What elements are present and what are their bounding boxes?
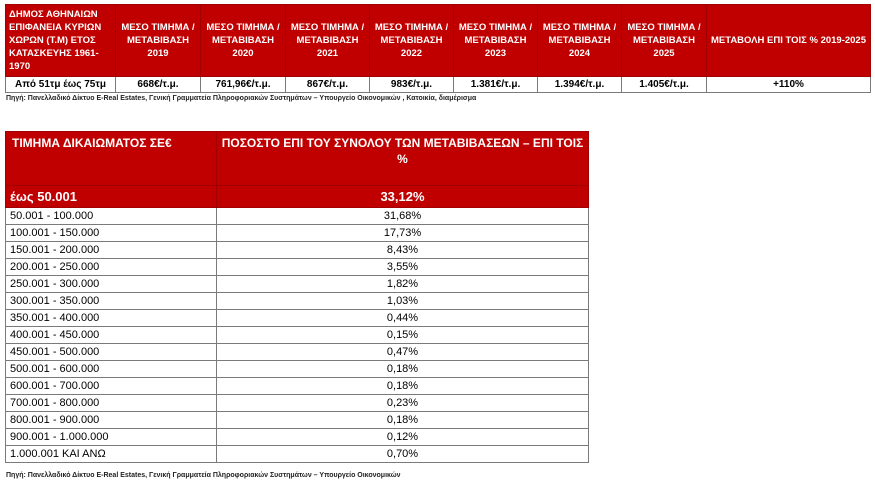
price-range-cell: 200.001 - 250.000	[6, 259, 217, 276]
cell-area: Από 51τμ έως 75τμ	[6, 77, 116, 93]
table-row	[6, 378, 589, 395]
table-row	[6, 412, 589, 429]
price-range-cell: έως 50.001	[6, 186, 217, 208]
price-range-cell: 1.000.001 ΚΑΙ ΑΝΩ	[6, 446, 217, 463]
price-range-cell: 300.001 - 350.000	[6, 293, 217, 310]
cell-2020: 761,96€/τ.μ.	[201, 77, 286, 93]
column-header-2019: ΜΕΣΟ ΤΙΜΗΜΑ / ΜΕΤΑΒΙΒΑΣΗ 2019	[116, 5, 201, 77]
cell-change: +110%	[707, 77, 871, 93]
table-row	[6, 310, 589, 327]
price-range-cell: 350.001 - 400.000	[6, 310, 217, 327]
table-row	[6, 344, 589, 361]
table-row	[6, 293, 589, 310]
price-range-cell: 450.001 - 500.000	[6, 344, 217, 361]
percentage-cell: 0,15%	[217, 327, 589, 344]
table-row	[6, 429, 589, 446]
column-header-2025: ΜΕΣΟ ΤΙΜΗΜΑ / ΜΕΤΑΒΙΒΑΣΗ 2025	[622, 5, 707, 77]
percentage-cell: 0,23%	[217, 395, 589, 412]
source-note-bottom: Πηγή: Πανελλαδικό Δίκτυο E-Real Estates, Γενική Γραμματεία Πληροφοριακών Συστημάτων – Υπουργείο Οικονομικών	[6, 472, 401, 479]
table-header-row	[6, 132, 589, 186]
price-range-cell: 150.001 - 200.000	[6, 242, 217, 259]
column-header-change: ΜΕΤΑΒΟΛΗ ΕΠΙ ΤΟΙΣ % 2019-2025	[707, 5, 871, 77]
table-row	[6, 208, 589, 225]
table-header-row	[6, 5, 871, 77]
column-header-2020: ΜΕΣΟ ΤΙΜΗΜΑ / ΜΕΤΑΒΙΒΑΣΗ 2020	[201, 5, 286, 77]
price-range-cell: 900.001 - 1.000.000	[6, 429, 217, 446]
column-header-2022: ΜΕΣΟ ΤΙΜΗΜΑ / ΜΕΤΑΒΙΒΑΣΗ 2022	[370, 5, 454, 77]
cell-2025: 1.405€/τ.μ.	[622, 77, 707, 93]
percentage-cell: 8,43%	[217, 242, 589, 259]
table-row	[6, 327, 589, 344]
column-header-2024: ΜΕΣΟ ΤΙΜΗΜΑ / ΜΕΤΑΒΙΒΑΣΗ 2024	[538, 5, 622, 77]
column-header-percentage: ΠΟΣΟΣΤΟ ΕΠΙ ΤΟΥ ΣΥΝΟΛΟΥ ΤΩΝ ΜΕΤΑΒΙΒΑΣΕΩΝ – ΕΠΙ ΤΟΙΣ %	[217, 132, 589, 186]
percentage-cell: 1,82%	[217, 276, 589, 293]
price-range-cell: 250.001 - 300.000	[6, 276, 217, 293]
source-note-top: Πηγή: Πανελλαδικό Δίκτυο E-Real Estates, Γενική Γραμματεία Πληροφοριακών Συστημάτων – Υπουργείο Οικονομικών , Κατοικία, διαμέρισμα	[6, 95, 477, 102]
price-range-cell: 600.001 - 700.000	[6, 378, 217, 395]
table-row	[6, 361, 589, 378]
price-range-cell: 500.001 - 600.000	[6, 361, 217, 378]
percentage-cell: 17,73%	[217, 225, 589, 242]
price-range-cell: 800.001 - 900.000	[6, 412, 217, 429]
cell-2024: 1.394€/τ.μ.	[538, 77, 622, 93]
cell-2022: 983€/τ.μ.	[370, 77, 454, 93]
percentage-cell: 0,44%	[217, 310, 589, 327]
table-body	[6, 186, 589, 463]
table-row	[6, 77, 871, 93]
percentage-cell: 0,12%	[217, 429, 589, 446]
percentage-cell: 31,68%	[217, 208, 589, 225]
table-row	[6, 259, 589, 276]
table-row	[6, 446, 589, 463]
cell-2023: 1.381€/τ.μ.	[454, 77, 538, 93]
table-row	[6, 276, 589, 293]
table-row	[6, 395, 589, 412]
column-header-area: ΔΗΜΟΣ ΑΘΗΝΑΙΩΝ ΕΠΙΦΑΝΕΙΑ ΚΥΡΙΩΝ ΧΩΡΩΝ (Τ.Μ) ΕΤΟΣ ΚΑΤΑΣΚΕΥΗΣ 1961-1970	[6, 5, 116, 77]
percentage-cell: 0,18%	[217, 412, 589, 429]
price-range-cell: 400.001 - 450.000	[6, 327, 217, 344]
cell-2021: 867€/τ.μ.	[286, 77, 370, 93]
price-range-cell: 100.001 - 150.000	[6, 225, 217, 242]
cell-2019: 668€/τ.μ.	[116, 77, 201, 93]
price-range-cell: 700.001 - 800.000	[6, 395, 217, 412]
table-row	[6, 225, 589, 242]
price-range-cell: 50.001 - 100.000	[6, 208, 217, 225]
percentage-cell: 1,03%	[217, 293, 589, 310]
column-header-2021: ΜΕΣΟ ΤΙΜΗΜΑ / ΜΕΤΑΒΙΒΑΣΗ 2021	[286, 5, 370, 77]
table-row	[6, 186, 589, 208]
column-header-price-range: ΤΙΜΗΜΑ ΔΙΚΑΙΩΜΑΤΟΣ ΣΕ€	[6, 132, 217, 186]
percentage-cell: 0,18%	[217, 361, 589, 378]
price-per-sqm-table	[5, 4, 871, 93]
percentage-cell: 33,12%	[217, 186, 589, 208]
percentage-cell: 0,47%	[217, 344, 589, 361]
price-range-distribution-table	[5, 131, 589, 463]
column-header-2023: ΜΕΣΟ ΤΙΜΗΜΑ / ΜΕΤΑΒΙΒΑΣΗ 2023	[454, 5, 538, 77]
percentage-cell: 0,18%	[217, 378, 589, 395]
percentage-cell: 3,55%	[217, 259, 589, 276]
percentage-cell: 0,70%	[217, 446, 589, 463]
table-row	[6, 242, 589, 259]
